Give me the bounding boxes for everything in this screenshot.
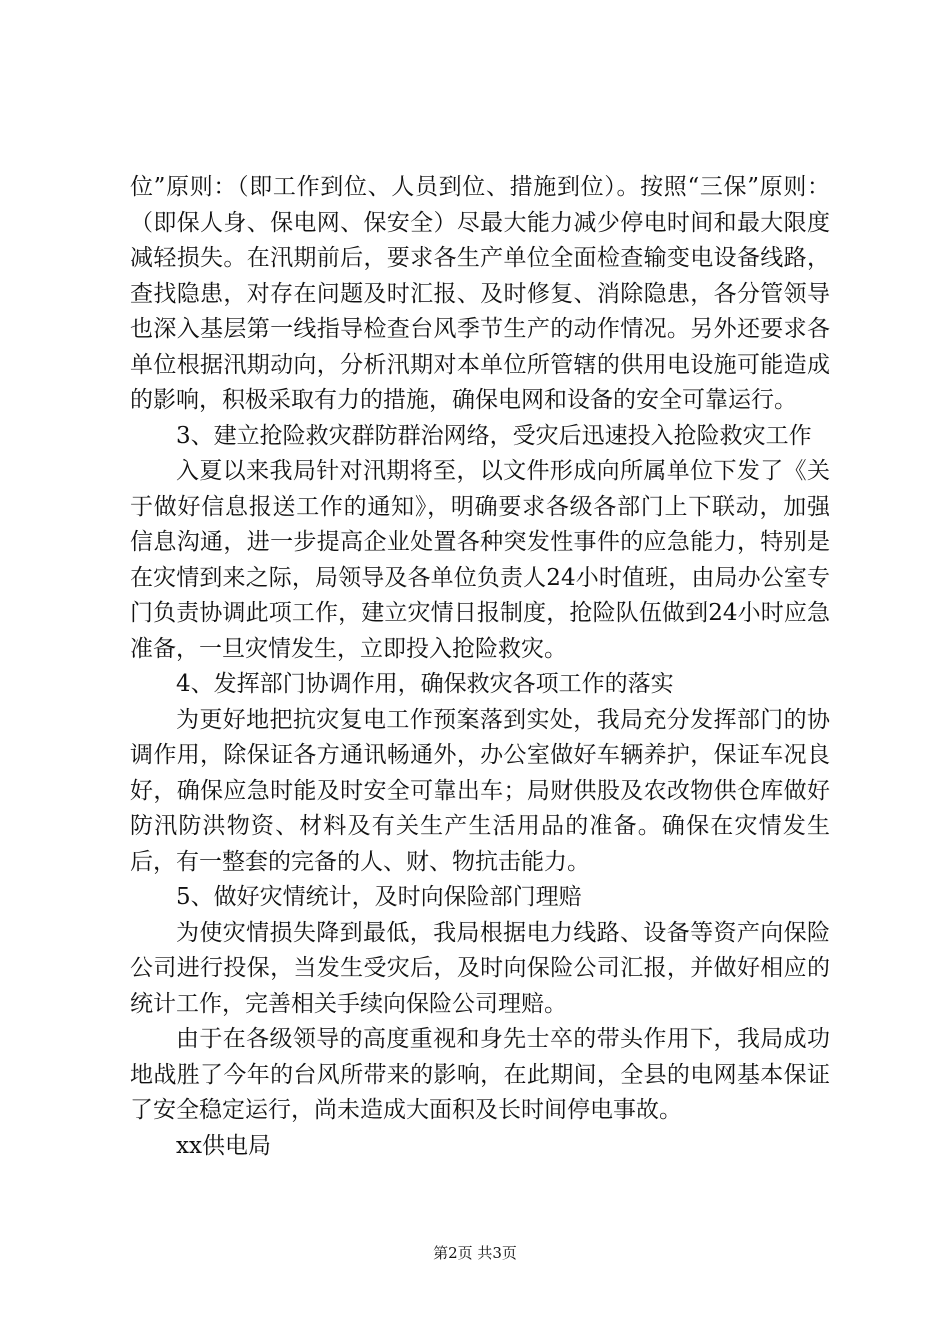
- section-heading-5: 5、做好灾情统计，及时向保险部门理赔: [176, 884, 582, 910]
- page-number-footer: 第2页 共3页: [433, 1244, 517, 1262]
- paragraph-section-4: 为更好地把抗灾复电工作预案落到实处，我局充分发挥部门的协调作用，除保证各方通讯畅通外，办公室做好车辆养护，保证车况良好，确保应急时能及时安全可靠出车；局财供股及农改物供仓库做好防汛防洪物资、材料及有关生产生活用品的准备。确保在灾情发生后，有一整套的完备的人、财、物抗击能力。: [130, 706, 830, 875]
- section-heading-3: 3、建立抢险救灾群防群治网络，受灾后迅速投入抢险救灾工作: [176, 422, 812, 449]
- paragraph-continuation: 位”原则：（即工作到位、人员到位、措施到位）。按照“三保”原则：（即保人身、保电网、保安全）尽最大能力减少停电时间和最大限度减轻损失。在汛期前后，要求各生产单位全面检查输变电设备线路，查找隐患，对存在问题及时汇报、及时修复、消除隐患，各分管领导也深入基层第一线指导检查台风季节生产的动作情况。另外还要求各单位根据汛期动向，分析汛期对本单位所管辖的供用电设施可能造成的影响，积极采取有力的措施，确保电网和设备的安全可靠运行。: [130, 174, 830, 413]
- signature-organization: xx供电局: [176, 1132, 271, 1159]
- paragraph-conclusion: 由于在各级领导的高度重视和身先士卒的带头作用下，我局成功地战胜了今年的台风所带来的影响，在此期间，全县的电网基本保证了安全稳定运行，尚未造成大面积及长时间停电事故。: [130, 1026, 830, 1123]
- paragraph-section-3: 入夏以来我局针对汛期将至，以文件形成向所属单位下发了《关于做好信息报送工作的通知》，明确要求各级各部门上下联动，加强信息沟通，进一步提高企业处置各种突发性事件的应急能力，特别是在灾情到来之际，局领导及各单位负责人24小时值班，由局办公室专门负责协调此项工作，建立灾情日报制度，抢险队伍做到24小时应急准备，一旦灾情发生，立即投入抢险救灾。: [130, 458, 830, 662]
- section-heading-4: 4、发挥部门协调作用，确保救灾各项工作的落实: [176, 671, 674, 697]
- paragraph-section-5: 为使灾情损失降到最低，我局根据电力线路、设备等资产向保险公司进行投保，当发生受灾后，及时向保险公司汇报，并做好相应的统计工作，完善相关手续向保险公司理赔。: [130, 919, 830, 1017]
- document-body: [130, 170, 830, 1164]
